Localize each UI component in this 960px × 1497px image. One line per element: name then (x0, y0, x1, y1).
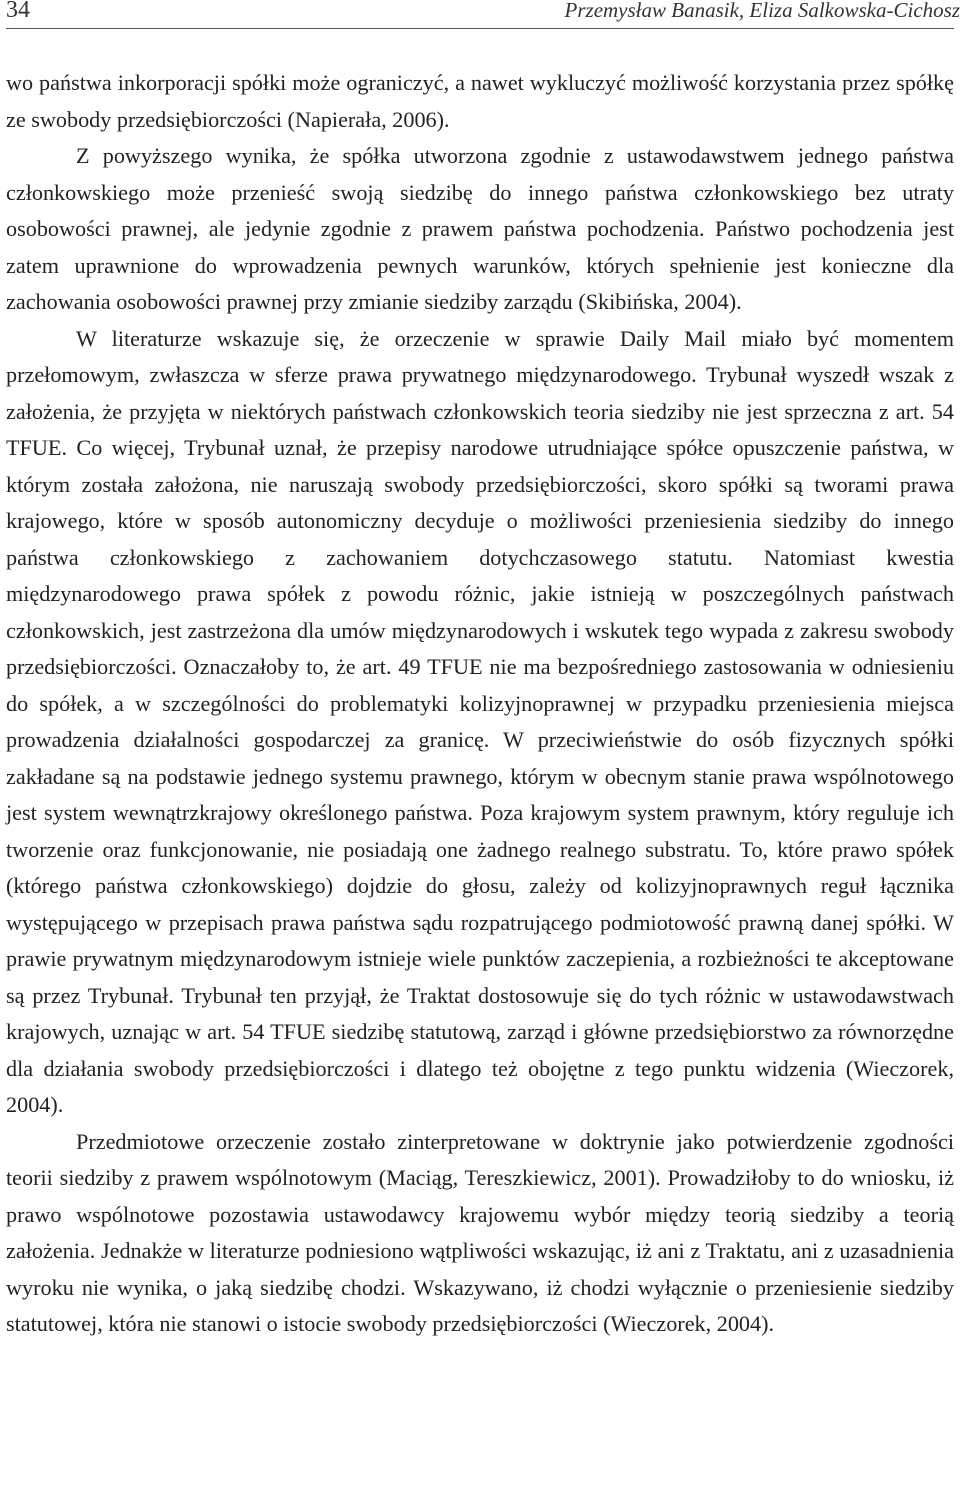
running-title: Przemysław Banasik, Eliza Salkowska-Cichosz (564, 0, 960, 22)
document-page (6, 0, 960, 1343)
paragraph: W literaturze wskazuje się, że orzeczenie w sprawie Daily Mail miało być momentem przełomowym, zwłaszcza w sferze prawa prywatnego międzynarodowego. Trybunał wyszedł wszak z założenia, że przyjęta w niektórych państwach członkowskich teoria siedziby nie jest sprzeczna z art. 54 TFUE. Co więcej, Trybunał uznał, że przepisy narodowe utrudniające spółce opuszczenie państwa, w którym została założona, nie naruszają swobody przedsiębiorczości, skoro spółki są tworami prawa krajowego, które w sposób autonomiczny decyduje o możliwości przeniesienia siedziby do innego państwa członkowskiego z zachowaniem dotychczasowego statutu. Natomiast kwestia międzynarodowego prawa spółek z powodu różnic, jakie istnieją w poszczególnych państwach członkowskich, jest zastrzeżona dla umów międzynarodowych i wskutek tego wypada z zakresu swobody przedsiębiorczości. Oznaczałoby to, że art. 49 TFUE nie ma bezpośredniego zastosowania w odniesieniu do spółek, a w szczególności do problematyki kolizyjnoprawnej w przypadku przeniesienia miejsca prowadzenia działalności gospodarczej za granicę. W przeciwieństwie do osób fizycznych spółki zakładane są na podstawie jednego systemu prawnego, którym w obecnym stanie prawa wspólnotowego jest system wewnątrzkrajowy określonego państwa. Poza krajowym system prawnym, który reguluje ich tworzenie oraz funkcjonowanie, nie posiadają one żadnego realnego substratu. To, które prawo spółek (którego państwa członkowskiego) dojdzie do głosu, zależy od kolizyjnoprawnych reguł łącznika występującego w przepisach prawa państwa sądu rozpatrującego podmiotowość prawną danej spółki. W prawie prywatnym międzynarodowym istnieje wiele punktów zaczepienia, a rozbieżności te akceptowane są przez Trybunał. Trybunał ten przyjął, że Traktat dostosowuje się do tych różnic w ustawodawstwach krajowych, uznając w art. 54 TFUE siedzibę statutową, zarząd i główne przedsiębiorstwo za równorzędne dla działania swobody przedsiębiorczości i dlatego też obojętne z tego punktu widzenia (Wieczorek, 2004). (6, 325, 954, 1117)
paragraph: Z powyższego wynika, że spółka utworzona zgodnie z ustawodawstwem jednego państwa członkowskiego może przenieść swoją siedzibę do innego państwa członkowskiego bez utraty osobowości prawnej, ale jedynie zgodnie z prawem państwa pochodzenia. Państwo pochodzenia jest zatem uprawnione do wprowadzenia pewnych warunków, których spełnienie jest konieczne dla zachowania osobowości prawnej przy zmianie siedziby zarządu (Skibińska, 2004). (6, 143, 954, 314)
paragraph: wo państwa inkorporacji spółki może ograniczyć, a nawet wykluczyć możliwość korzystania przez spółkę ze swobody przedsiębiorczości (Napierała, 2006). (6, 70, 954, 132)
body-text (6, 65, 954, 1343)
running-header (6, 0, 960, 29)
page-number: 34 (6, 0, 30, 23)
paragraph: Przedmiotowe orzeczenie zostało zinterpretowane w doktrynie jako potwierdzenie zgodności teorii siedziby z prawem wspólnotowym (Maciąg, Tereszkiewicz, 2001). Prowadziłoby to do wniosku, iż prawo wspólnotowe pozostawia ustawodawcy krajowemu wybór między teorią siedziby a teorią założenia. Jednakże w literaturze podniesiono wątpliwości wskazując, iż ani z Traktatu, ani z uzasadnienia wyroku nie wynika, o jaką siedzibę chodzi. Wskazywano, iż chodzi wyłącznie o przeniesienie siedziby statutowej, która nie stanowi o istocie swobody przedsiębiorczości (Wieczorek, 2004). (6, 1128, 954, 1336)
